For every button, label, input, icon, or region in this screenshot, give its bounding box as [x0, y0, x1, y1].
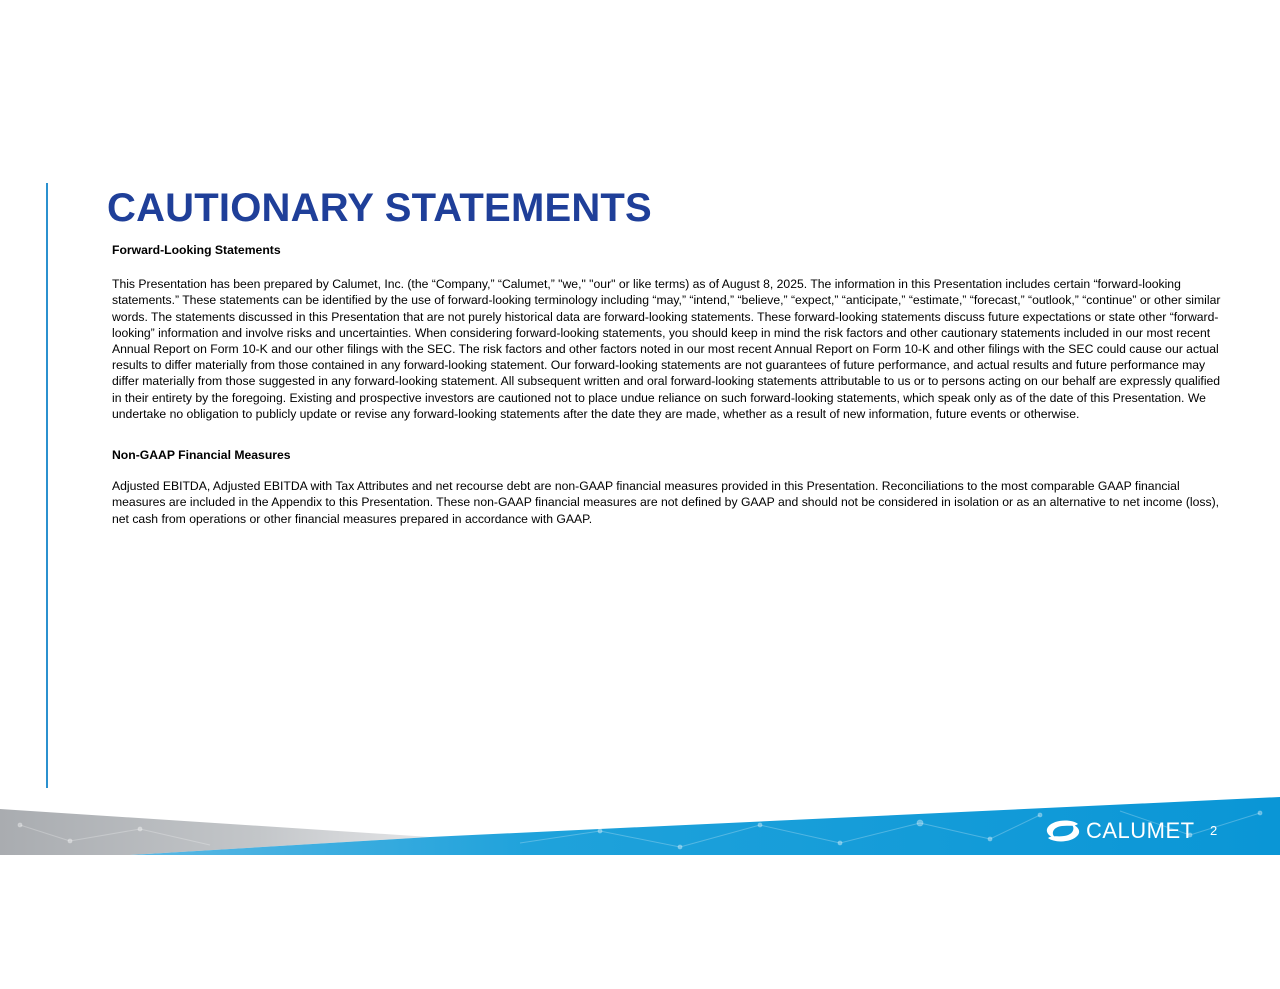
left-accent-rule [46, 183, 48, 788]
calumet-logo-text: CALUMET [1086, 818, 1195, 843]
non-gaap-section [112, 447, 1232, 527]
slide-content [112, 242, 1232, 527]
non-gaap-heading: Non-GAAP Financial Measures [112, 448, 291, 463]
slide-title: CAUTIONARY STATEMENTS [107, 186, 652, 230]
forward-looking-heading: Forward-Looking Statements [112, 243, 281, 257]
non-gaap-body: Adjusted EBITDA, Adjusted EBITDA with Tax Attributes and net recourse debt are non-GAAP financial measures provided in this Presentation. Reconciliations to the most comparable GAAP financial measures are included in the Appendix to this Presentation. These non-GAAP financial measures are not defined by GAAP and should not be considered in isolation or as an alternative to net income (loss), net cash from operations or other financial measures prepared in accordance with GAAP. [112, 479, 1220, 526]
forward-looking-section [112, 242, 1232, 422]
page-number: 2 [1210, 823, 1218, 838]
calumet-swoosh-icon [1044, 819, 1082, 843]
calumet-logo [1044, 818, 1195, 844]
forward-looking-body: This Presentation has been prepared by Calumet, Inc. (the “Company,” “Calumet,” "we," "our" or like terms) as of August 8, 2025. The information in this Presentation includes certain “forward-looking statements.” These statements can be identified by the use of forward-looking terminology including “may,” “intend,” “believe,” “expect,” “anticipate,” “estimate,” “forecast,” “outlook,” “continue” or other similar words. The statements discussed in this Presentation that are not purely historical data are forward-looking statements. These forward-looking statements discuss future expectations or state other “forward-looking” information and involve risks and uncertainties. When considering forward-looking statements, you should keep in mind the risk factors and other cautionary statements included in our most recent Annual Report on Form 10-K and our other filings with the SEC. The risk factors and other factors noted in our most recent Annual Report on Form 10-K and other filings with the SEC could cause our actual results to differ materially from those contained in any forward-looking statement. Our forward-looking statements are not guarantees of future performance, and actual results and future performance may differ materially from those suggested in any forward-looking statement. All subsequent written and oral forward-looking statements attributable to us or to persons acting on our behalf are expressly qualified in their entirety by the foregoing. Existing and prospective investors are cautioned not to place undue reliance on such forward-looking statements, which speak only as of the date of this Presentation. We undertake no obligation to publicly update or revise any forward-looking statements after the date they are made, whether as a result of new information, future events or otherwise. [112, 277, 1221, 421]
